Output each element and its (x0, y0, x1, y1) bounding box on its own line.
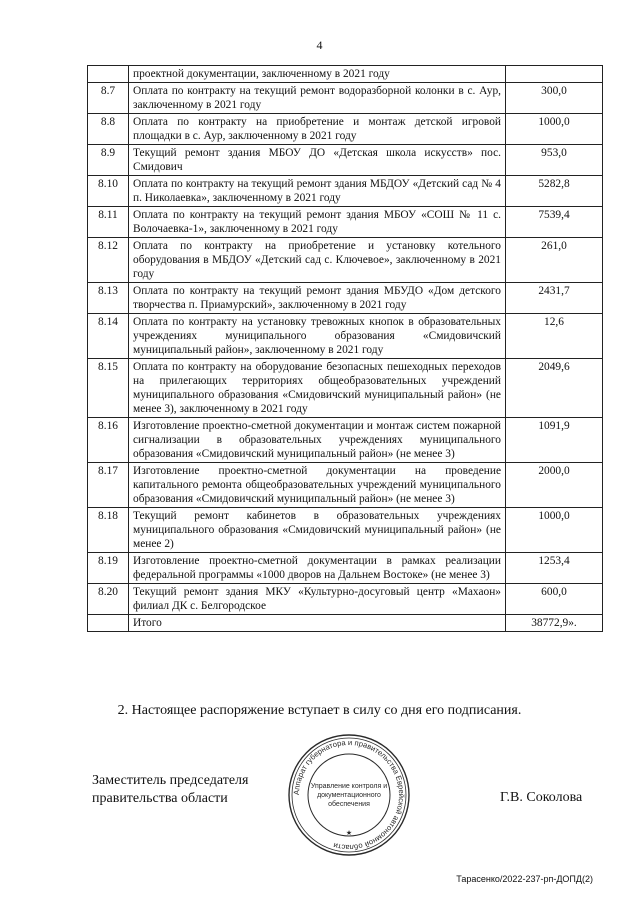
seal-inner-text: документационного (317, 792, 381, 799)
seal-inner-text: обеспечения (328, 801, 370, 808)
table-row (88, 584, 603, 615)
item-amount: 2049,6 (506, 359, 603, 418)
item-number: 8.13 (88, 283, 129, 314)
item-amount: 5282,8 (506, 176, 603, 207)
item-amount: 1253,4 (506, 553, 603, 584)
item-description: Оплата по контракту на установку тревожных кнопок в образовательных учреждениях муниципального образования «Смидовичский муниципальный район», заключенному в 2021 году (129, 314, 506, 359)
item-description: Текущий ремонт кабинетов в образовательных учреждениях муниципального образования «Смидовичский муниципальный район» (не менее 2) (129, 508, 506, 553)
item-number: 8.18 (88, 508, 129, 553)
table-row (88, 314, 603, 359)
table-row (88, 238, 603, 283)
table-row (88, 207, 603, 238)
table-row (88, 176, 603, 207)
item-amount: 300,0 (506, 83, 603, 114)
item-description: Оплата по контракту на текущий ремонт здания МБДОУ «Детский сад № 4 п. Николаевка», заключенному в 2021 году (129, 176, 506, 207)
table-row (88, 418, 603, 463)
item-number: 8.17 (88, 463, 129, 508)
table-row (88, 145, 603, 176)
item-description: Оплата по контракту на приобретение и монтаж детской игровой площадки в с. Аур, заключенному в 2021 году (129, 114, 506, 145)
item-amount: 12,6 (506, 314, 603, 359)
item-number: 8.9 (88, 145, 129, 176)
item-number: 8.7 (88, 83, 129, 114)
item-description: Оплата по контракту на текущий ремонт здания МБУДО «Дом детского творчества п. Приамурский», заключенному в 2021 году (129, 283, 506, 314)
table-row (88, 359, 603, 418)
item-description: Изготовление проектно-сметной документации и монтаж систем пожарной сигнализации в образовательных учреждениях муниципального образования «Смидовичский муниципальный район» (не менее 3) (129, 418, 506, 463)
page-number: 4 (316, 38, 323, 52)
table-row (88, 83, 603, 114)
table-row (88, 553, 603, 584)
item-amount: 600,0 (506, 584, 603, 615)
item-number: 8.10 (88, 176, 129, 207)
item-number: 8.19 (88, 553, 129, 584)
table-row (88, 283, 603, 314)
item-amount: 2431,7 (506, 283, 603, 314)
table-row (88, 66, 603, 83)
item-number: 8.11 (88, 207, 129, 238)
item-amount: 1091,9 (506, 418, 603, 463)
table-row (88, 615, 603, 632)
item-description: Текущий ремонт здания МБОУ ДО «Детская школа искусств» пос. Смидович (129, 145, 506, 176)
table-row (88, 508, 603, 553)
item-amount: 38772,9». (506, 615, 603, 632)
signature-position-line-2: правительства области (92, 791, 228, 806)
item-amount (506, 66, 603, 83)
item-description: Оплата по контракту на приобретение и установку котельного оборудования в МБДОУ «Детский сад с. Ключевое», заключенному в 2021 году (129, 238, 506, 283)
seal-inner-text: Управление контроля и (310, 783, 388, 790)
table-row (88, 463, 603, 508)
item-description: Оплата по контракту на текущий ремонт здания МБОУ «СОШ № 11 с. Волочаевка-1», заключенному в 2021 году (129, 207, 506, 238)
item-number: 8.15 (88, 359, 129, 418)
item-description: Оплата по контракту на оборудование безопасных пешеходных переходов на прилегающих территориях общеобразовательных учреждений муниципального образования «Смидовичский муниципальный район» (не менее 3), заключенному в 2021 году (129, 359, 506, 418)
item-description: проектной документации, заключенному в 2021 году (129, 66, 506, 83)
item-amount: 261,0 (506, 238, 603, 283)
item-amount: 2000,0 (506, 463, 603, 508)
item-description: Текущий ремонт здания МКУ «Культурно-досуговый центр «Махаон» филиал ДК с. Белгородское (129, 584, 506, 615)
svg-text:★: ★ (345, 829, 353, 837)
seal-outer-text: Аппарат губернатора и правительства Еврейской автономной области (291, 737, 407, 853)
item-number: 8.14 (88, 314, 129, 359)
item-amount: 1000,0 (506, 508, 603, 553)
official-seal-stamp (286, 732, 412, 858)
item-description: Оплата по контракту на текущий ремонт водоразборной колонки в с. Аур, заключенному в 2021 году (129, 83, 506, 114)
item-description: Итого (129, 615, 506, 632)
item-amount: 953,0 (506, 145, 603, 176)
item-description: Изготовление проектно-сметной документации на проведение капитального ремонта общеобразовательных учреждений муниципального образования «Смидовичский муниципальный район» (не менее 3) (129, 463, 506, 508)
item-number (88, 615, 129, 632)
item-number: 8.12 (88, 238, 129, 283)
signature-position-line-1: Заместитель председателя (92, 773, 249, 788)
item-description: Изготовление проектно-сметной документации в рамках реализации федеральной программы «1000 дворов на Дальнем Востоке» (не менее 3) (129, 553, 506, 584)
item-amount: 1000,0 (506, 114, 603, 145)
items-table (87, 65, 603, 632)
item-number (88, 66, 129, 83)
item-number: 8.20 (88, 584, 129, 615)
signer-name: Г.В. Соколова (500, 790, 583, 805)
signature-position (92, 772, 248, 808)
table-row (88, 114, 603, 145)
document-reference: Тарасенко/2022-237-рп-ДОПД(2) (456, 874, 593, 884)
clause-text: 2. Настоящее распоряжение вступает в силу со дня его подписания. (117, 703, 522, 718)
item-amount: 7539,4 (506, 207, 603, 238)
item-number: 8.8 (88, 114, 129, 145)
item-number: 8.16 (88, 418, 129, 463)
